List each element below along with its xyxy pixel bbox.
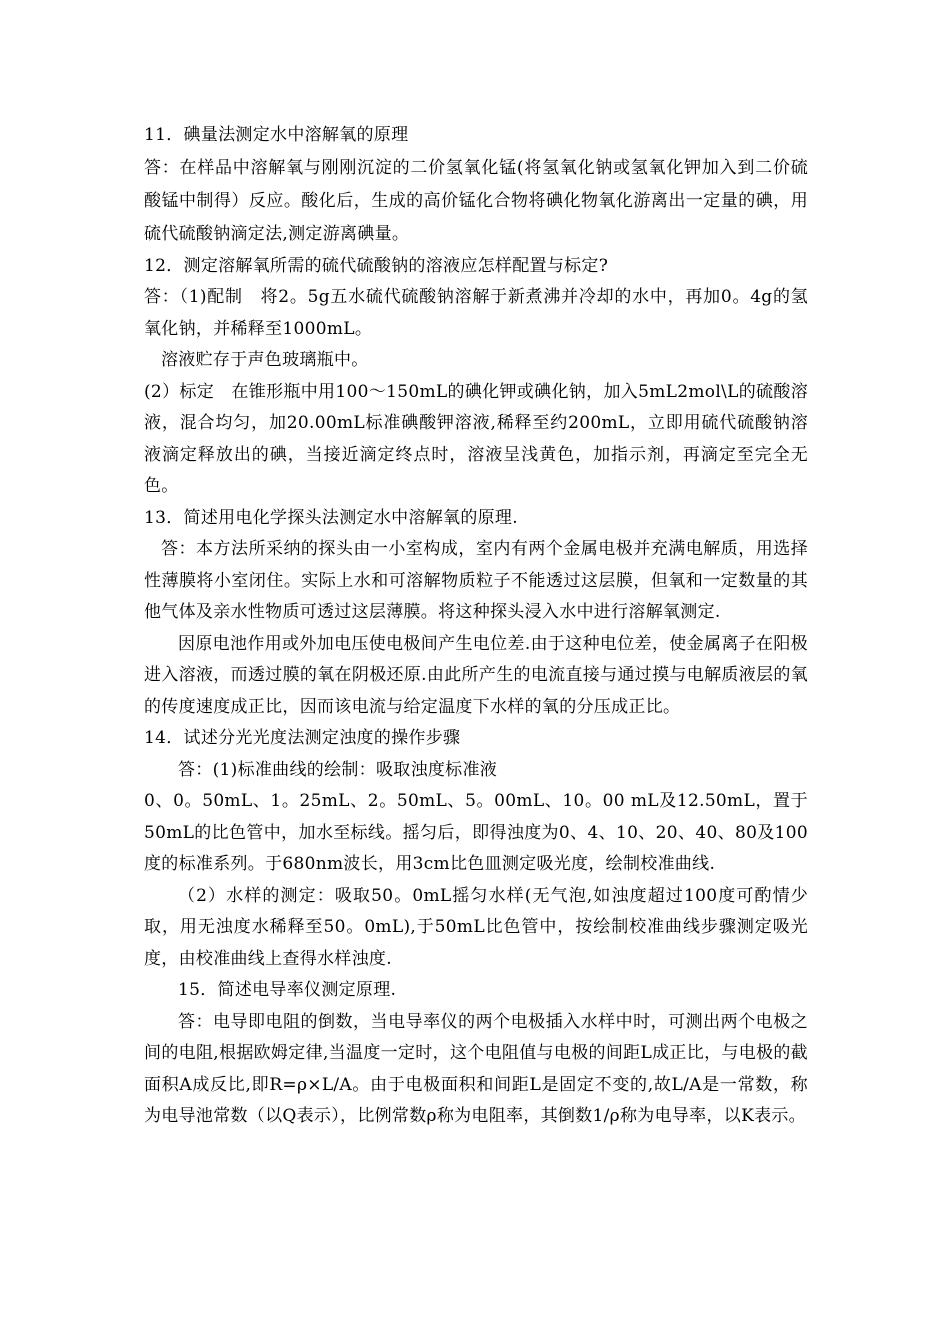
answer-15: 答：电导即电阻的倒数，当电导率仪的两个电极插入水样中时，可测出两个电极之间的电阻,根据欧姆定律,当温度一定时，这个电阻值与电极的间距L成正比，与电极的截面积A成反比,即R=ρ×L/A。由于电极面积和间距L是固定不变的,故L/A是一常数，称为电导池常数（以Q表示），比例常数ρ称为电阻率，其倒数1/ρ称为电导率，以K表示。	[144, 1011, 808, 1126]
answer-14-part3: （2）水样的测定：吸取50。0mL摇匀水样(无气泡,如浊度超过100度可酌情少取，用无浊度水稀释至50。0mL),于50mL比色管中，按绘制校准曲线步骤测定吸光度，由校准曲线上查得水样浊度.	[144, 885, 808, 969]
question-13: 13．简述用电化学探头法测定水中溶解氧的原理.	[144, 507, 518, 528]
answer-11: 答：在样品中溶解氧与刚刚沉淀的二价氢氧化锰(将氢氧化钠或氢氧化钾加入到二价硫酸锰中制得）反应。酸化后，生成的高价锰化合物将碘化物氧化游离出一定量的碘，用硫代硫酸钠滴定法,测定游离碘量。	[144, 157, 808, 244]
answer-12-calibration: (2）标定 在锥形瓶中用100～150mL的碘化钾或碘化钠，加入5mL2mol\L的硫酸溶液，混合均匀，加20.00mL标准碘酸钾溶液,稀释至约200mL，立即用硫代硫酸钠溶液滴定释放出的碘，当接近滴定终点时，溶液呈浅黄色，加指示剂，再滴定至完全无色。	[144, 381, 808, 496]
question-14: 14．试述分光光度法测定浊度的操作步骤	[144, 728, 461, 748]
question-15: 15．简述电导率仪测定原理.	[178, 980, 397, 1000]
answer-13-part1: 答：本方法所采纳的探头由一小室构成，室内有两个金属电极并充满电解质，用选择性薄膜将小室闭住。实际上水和可溶解物质粒子不能透过这层膜，但氧和一定数量的其他气体及亲水性物质可透过这层薄膜。将这种探头浸入水中进行溶解氧测定.	[144, 539, 808, 622]
document-body	[144, 120, 808, 1133]
question-11: 11．碘量法测定水中溶解氧的原理	[144, 125, 409, 145]
question-12: 12．测定溶解氧所需的硫代硫酸钠的溶液应怎样配置与标定?	[144, 255, 609, 276]
answer-14-part2: 0、0。50mL、1。25mL、2。50mL、5。00mL、10。00 mL及12.50mL，置于50mL的比色管中，加水至标线。摇匀后，即得浊度为0、4、10、20、40、80及100度的标准系列。于680nm波长，用3cm比色皿测定吸光度，绘制校准曲线.	[144, 791, 808, 874]
answer-12-storage: 溶液贮存于声色玻璃瓶中。	[161, 350, 369, 370]
answer-12-preparation: 答：（1)配制 将2。5g五水硫代硫酸钠溶解于新煮沸并冷却的水中，再加0。4g的氢氧化钠，并稀释至1000mL。	[144, 287, 808, 339]
answer-13-part2: 因原电池作用或外加电压使电极间产生电位差.由于这种电位差，使金属离子在阳极进入溶液，而透过膜的氧在阴极还原.由此所产生的电流直接与通过摸与电解质液层的氧的传度速度成正比，因而该电流与给定温度下水样的氧的分压成正比。	[144, 633, 808, 717]
answer-14-part1: 答：(1)标准曲线的绘制：吸取浊度标准液	[178, 759, 498, 780]
